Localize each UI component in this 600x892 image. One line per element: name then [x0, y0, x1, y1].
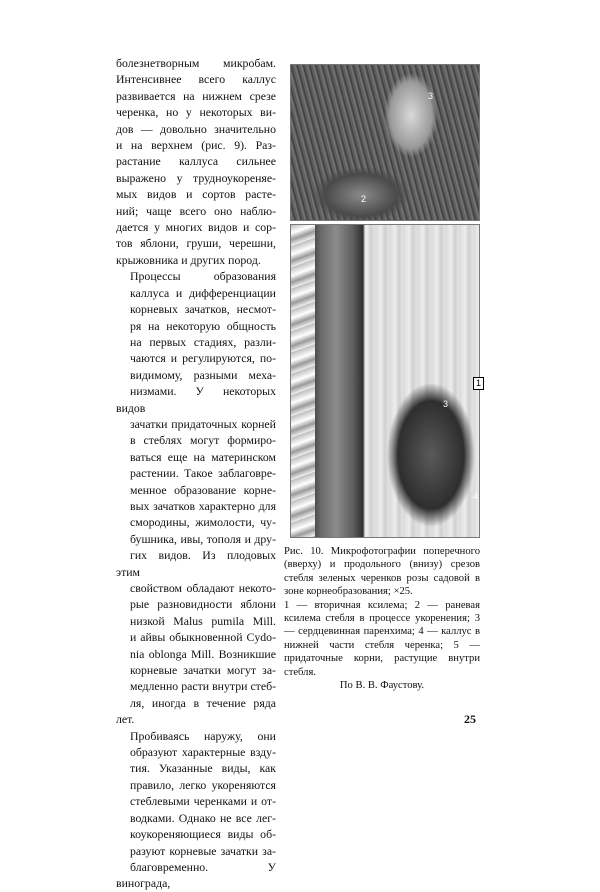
text-line: вых зачатков характерно для [130, 498, 276, 513]
text-line: растении. Такое заблаговре- [130, 466, 276, 481]
figure-label-3-bottom: 3 [443, 399, 449, 409]
text-line: коукореняющиеся виды об- [130, 827, 276, 842]
text-line: смородины, жимолости, чу- [130, 515, 276, 530]
text-line: каллуса и дифференциации [130, 285, 276, 300]
text-line: корневые зачатки могут за- [130, 663, 276, 678]
text-line: ваться еще на материнском [130, 449, 276, 464]
text-line: благовременно. У винограда, [116, 859, 276, 891]
micrograph-cross-section [290, 64, 480, 221]
micrograph-longitudinal-section [290, 224, 480, 538]
text-line: низкой Malus pumila Mill. [130, 613, 276, 628]
micrograph-edge-texture [291, 225, 315, 537]
text-line: растание каллуса сильнее [116, 154, 276, 169]
text-line: корневых зачатков, несмот- [130, 302, 276, 317]
text-line: рые разновидности яблони [130, 597, 276, 612]
text-line: и на верхнем (рис. 9). Раз- [116, 138, 276, 153]
text-line: стеблевыми черенками и от- [130, 794, 276, 809]
text-line: Процессы образования [130, 269, 276, 284]
text-line: образуют характерные взду- [130, 745, 276, 760]
text-line: тия. Указанные виды, как [130, 761, 276, 776]
text-line: зачатки придаточных корней [130, 416, 276, 431]
text-line: правило, легко укореняются [130, 777, 276, 792]
text-line: дается у многих видов и сор- [116, 220, 276, 235]
text-line: свойством обладают некото- [130, 581, 276, 595]
text-line: чаются и регулируются, по- [130, 351, 276, 366]
text-line: ний; чаще всего оно наблю- [116, 203, 276, 218]
text-line: разуют корневые зачатки за- [130, 843, 276, 858]
text-line: менное образование корне- [130, 482, 276, 497]
text-line: в стеблях могут формиро- [130, 433, 276, 448]
paragraph-callus-development [116, 55, 276, 268]
text-line: мых видов и сортов расте- [116, 187, 276, 202]
text-line: крыжовника и других пород. [116, 252, 261, 267]
figure-label-4-bottom: 4 [473, 491, 479, 501]
paragraph-root-primordia [116, 268, 276, 891]
text-line: черенка, но у некоторых ви- [116, 105, 276, 120]
caption-title: Рис. 10. Микрофотографии поперечного (вверху) и продольного (внизу) срезов стебля зеленых черенков розы садовой в зоне корнеобразования; ×25. [284, 546, 480, 598]
text-line: и айвы обыкновенной Cydo- [130, 630, 276, 645]
figure-label-3-top: 3 [428, 91, 434, 101]
text-line: дов — довольно значительно [116, 121, 276, 136]
text-line: медленно расти внутри стеб- [130, 679, 276, 694]
text-line: nia oblonga Mill. Возникшие [130, 646, 276, 661]
text-line: выражено у трудноукореняе- [116, 170, 276, 185]
text-line: гих видов. Из плодовых этим [116, 548, 276, 579]
text-line: ля, иногда в течение ряда лет. [116, 695, 276, 727]
text-line: развивается на нижнем срезе [116, 88, 276, 103]
text-line: водками. Однако не все лег- [130, 810, 276, 825]
caption-credit: По В. В. Фаустову. [339, 680, 425, 692]
text-line: ря на некоторую общность [130, 318, 276, 333]
page-number: 25 [464, 712, 476, 726]
figure-label-1-bottom: 1 [473, 377, 484, 390]
body-column [116, 55, 276, 892]
text-line: болезнетворным микробам. [116, 56, 276, 70]
text-line: низмами. У некоторых видов [116, 384, 276, 415]
text-line: видимому, разными меха- [130, 367, 276, 382]
text-line: бушника, ивы, тополя и дру- [130, 531, 276, 546]
text-line: тов яблони, груши, черешни, [116, 236, 276, 251]
caption-legend: 1 — вторичная ксилема; 2 — раневая ксилема стебля в процессе укоренения; 3 — сердцевинная паренхима; 4 — каллус в нижней части стебля черенка; 5 — придаточные корни, растущие внутри стебля. [284, 599, 480, 678]
figure-caption [284, 545, 480, 692]
text-line: Пробиваясь наружу, они [130, 728, 276, 743]
figure-label-2-top: 2 [361, 194, 367, 204]
text-line: на первых стадиях, разли- [130, 334, 276, 349]
text-line: Интенсивнее всего каллус [116, 72, 276, 87]
